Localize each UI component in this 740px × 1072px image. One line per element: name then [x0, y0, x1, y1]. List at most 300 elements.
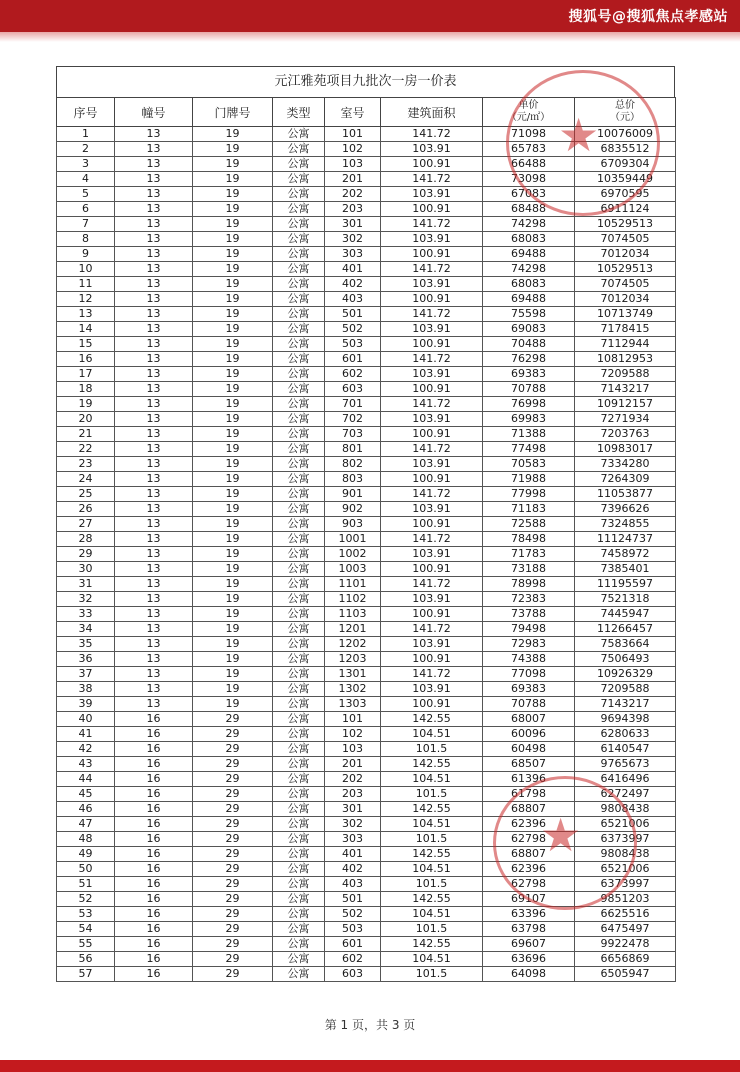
cell-type: 公寓 [273, 202, 325, 217]
table-row [57, 832, 676, 847]
cell-type: 公寓 [273, 532, 325, 547]
cell-building: 13 [115, 127, 193, 142]
table-row [57, 202, 676, 217]
cell-seq: 22 [57, 442, 115, 457]
watermark-text: 搜狐号@搜狐焦点孝感站 [568, 9, 728, 25]
cell-door-number: 19 [193, 127, 273, 142]
seal-star-icon-lower: ★ [540, 808, 582, 862]
cell-area: 141.72 [381, 307, 483, 322]
cell-room: 1101 [325, 577, 381, 592]
cell-building: 13 [115, 397, 193, 412]
cell-door-number: 19 [193, 247, 273, 262]
cell-seq: 5 [57, 187, 115, 202]
cell-seq: 14 [57, 322, 115, 337]
cell-unit-price: 62396 [483, 862, 575, 877]
cell-area: 103.91 [381, 592, 483, 607]
cell-building: 13 [115, 262, 193, 277]
cell-total-price: 7012034 [575, 247, 676, 262]
cell-type: 公寓 [273, 637, 325, 652]
table-row [57, 607, 676, 622]
cell-building: 13 [115, 232, 193, 247]
table-row [57, 127, 676, 142]
table-row [57, 292, 676, 307]
cell-building: 13 [115, 307, 193, 322]
table-row [57, 232, 676, 247]
cell-total-price: 7074505 [575, 277, 676, 292]
cell-unit-price: 78998 [483, 577, 575, 592]
cell-unit-price: 76998 [483, 397, 575, 412]
cell-room: 403 [325, 292, 381, 307]
cell-building: 13 [115, 697, 193, 712]
cell-total-price: 6911124 [575, 202, 676, 217]
cell-area: 100.91 [381, 202, 483, 217]
cell-unit-price: 72983 [483, 637, 575, 652]
cell-room: 501 [325, 307, 381, 322]
cell-door-number: 29 [193, 967, 273, 982]
cell-room: 303 [325, 247, 381, 262]
cell-room: 1302 [325, 682, 381, 697]
cell-total-price: 7458972 [575, 547, 676, 562]
cell-total-price: 9922478 [575, 937, 676, 952]
table-row [57, 577, 676, 592]
cell-door-number: 29 [193, 772, 273, 787]
cell-unit-price: 60096 [483, 727, 575, 742]
cell-total-price: 7506493 [575, 652, 676, 667]
table-row [57, 142, 676, 157]
cell-seq: 43 [57, 757, 115, 772]
cell-type: 公寓 [273, 142, 325, 157]
cell-unit-price: 67083 [483, 187, 575, 202]
cell-unit-price: 77998 [483, 487, 575, 502]
cell-room: 102 [325, 142, 381, 157]
cell-building: 16 [115, 727, 193, 742]
table-row [57, 937, 676, 952]
cell-total-price: 6373997 [575, 877, 676, 892]
cell-unit-price: 69107 [483, 892, 575, 907]
cell-unit-price: 74388 [483, 652, 575, 667]
cell-door-number: 19 [193, 532, 273, 547]
cell-area: 100.91 [381, 472, 483, 487]
cell-seq: 25 [57, 487, 115, 502]
cell-area: 104.51 [381, 772, 483, 787]
cell-room: 903 [325, 517, 381, 532]
table-row [57, 757, 676, 772]
cell-seq: 12 [57, 292, 115, 307]
cell-total-price: 7271934 [575, 412, 676, 427]
cell-building: 16 [115, 862, 193, 877]
cell-area: 142.55 [381, 802, 483, 817]
cell-area: 142.55 [381, 757, 483, 772]
cell-type: 公寓 [273, 292, 325, 307]
table-row [57, 637, 676, 652]
table-row [57, 277, 676, 292]
cell-area: 104.51 [381, 907, 483, 922]
cell-type: 公寓 [273, 877, 325, 892]
cell-type: 公寓 [273, 472, 325, 487]
cell-seq: 27 [57, 517, 115, 532]
cell-seq: 55 [57, 937, 115, 952]
table-title: 元江雅苑项目九批次一房一价表 [56, 66, 675, 97]
table-row [57, 322, 676, 337]
cell-room: 803 [325, 472, 381, 487]
cell-unit-price: 62798 [483, 832, 575, 847]
table-row [57, 502, 676, 517]
header-building: 幢号 [115, 98, 193, 127]
cell-door-number: 19 [193, 292, 273, 307]
cell-unit-price: 78498 [483, 532, 575, 547]
cell-door-number: 29 [193, 757, 273, 772]
table-row [57, 397, 676, 412]
cell-total-price: 10926329 [575, 667, 676, 682]
cell-room: 703 [325, 427, 381, 442]
cell-type: 公寓 [273, 412, 325, 427]
table-row [57, 847, 676, 862]
table-row [57, 262, 676, 277]
cell-type: 公寓 [273, 622, 325, 637]
cell-type: 公寓 [273, 502, 325, 517]
cell-unit-price: 69488 [483, 247, 575, 262]
cell-building: 16 [115, 772, 193, 787]
table-row [57, 652, 676, 667]
cell-building: 13 [115, 142, 193, 157]
cell-building: 13 [115, 277, 193, 292]
cell-room: 103 [325, 742, 381, 757]
cell-seq: 42 [57, 742, 115, 757]
table-row [57, 667, 676, 682]
cell-room: 303 [325, 832, 381, 847]
cell-building: 13 [115, 622, 193, 637]
cell-door-number: 29 [193, 922, 273, 937]
cell-unit-price: 72588 [483, 517, 575, 532]
cell-total-price: 6625516 [575, 907, 676, 922]
table-row [57, 172, 676, 187]
top-banner-fade [0, 32, 740, 42]
cell-type: 公寓 [273, 682, 325, 697]
cell-unit-price: 71388 [483, 427, 575, 442]
cell-unit-price: 77098 [483, 667, 575, 682]
cell-building: 16 [115, 892, 193, 907]
cell-seq: 49 [57, 847, 115, 862]
cell-seq: 10 [57, 262, 115, 277]
cell-building: 13 [115, 457, 193, 472]
cell-seq: 52 [57, 892, 115, 907]
table-row [57, 532, 676, 547]
cell-building: 13 [115, 427, 193, 442]
cell-room: 902 [325, 502, 381, 517]
cell-door-number: 19 [193, 517, 273, 532]
table-row [57, 862, 676, 877]
table-row [57, 682, 676, 697]
cell-area: 141.72 [381, 127, 483, 142]
cell-total-price: 7209588 [575, 682, 676, 697]
cell-unit-price: 69083 [483, 322, 575, 337]
cell-area: 100.91 [381, 292, 483, 307]
cell-total-price: 10359449 [575, 172, 676, 187]
cell-building: 13 [115, 157, 193, 172]
cell-door-number: 29 [193, 817, 273, 832]
cell-total-price: 9851203 [575, 892, 676, 907]
table-row [57, 367, 676, 382]
cell-total-price: 10529513 [575, 217, 676, 232]
cell-room: 401 [325, 262, 381, 277]
cell-building: 13 [115, 682, 193, 697]
cell-area: 142.55 [381, 847, 483, 862]
cell-room: 201 [325, 757, 381, 772]
cell-building: 16 [115, 847, 193, 862]
cell-building: 16 [115, 967, 193, 982]
cell-area: 141.72 [381, 217, 483, 232]
cell-building: 13 [115, 202, 193, 217]
cell-seq: 11 [57, 277, 115, 292]
table-row [57, 457, 676, 472]
cell-door-number: 19 [193, 682, 273, 697]
cell-door-number: 29 [193, 907, 273, 922]
cell-seq: 16 [57, 352, 115, 367]
cell-total-price: 7521318 [575, 592, 676, 607]
cell-building: 13 [115, 292, 193, 307]
cell-area: 103.91 [381, 547, 483, 562]
cell-room: 602 [325, 367, 381, 382]
cell-building: 16 [115, 952, 193, 967]
cell-area: 103.91 [381, 277, 483, 292]
cell-room: 1202 [325, 637, 381, 652]
cell-seq: 21 [57, 427, 115, 442]
cell-seq: 40 [57, 712, 115, 727]
cell-building: 13 [115, 247, 193, 262]
header-seq: 序号 [57, 98, 115, 127]
cell-area: 100.91 [381, 427, 483, 442]
cell-seq: 45 [57, 787, 115, 802]
cell-total-price: 7143217 [575, 382, 676, 397]
cell-type: 公寓 [273, 742, 325, 757]
cell-area: 141.72 [381, 487, 483, 502]
cell-room: 403 [325, 877, 381, 892]
table-row [57, 787, 676, 802]
cell-room: 301 [325, 217, 381, 232]
cell-building: 13 [115, 217, 193, 232]
cell-room: 702 [325, 412, 381, 427]
cell-room: 1201 [325, 622, 381, 637]
table-row [57, 427, 676, 442]
cell-door-number: 29 [193, 847, 273, 862]
cell-total-price: 11266457 [575, 622, 676, 637]
cell-unit-price: 68007 [483, 712, 575, 727]
cell-total-price: 7203763 [575, 427, 676, 442]
cell-area: 100.91 [381, 607, 483, 622]
cell-total-price: 7012034 [575, 292, 676, 307]
table-row [57, 337, 676, 352]
cell-total-price: 6521006 [575, 817, 676, 832]
cell-unit-price: 69383 [483, 367, 575, 382]
cell-seq: 32 [57, 592, 115, 607]
cell-door-number: 29 [193, 787, 273, 802]
cell-seq: 15 [57, 337, 115, 352]
cell-total-price: 7385401 [575, 562, 676, 577]
cell-type: 公寓 [273, 217, 325, 232]
cell-type: 公寓 [273, 787, 325, 802]
cell-unit-price: 61798 [483, 787, 575, 802]
cell-total-price: 7396626 [575, 502, 676, 517]
cell-seq: 51 [57, 877, 115, 892]
cell-total-price: 10983017 [575, 442, 676, 457]
cell-door-number: 29 [193, 832, 273, 847]
cell-room: 801 [325, 442, 381, 457]
cell-seq: 46 [57, 802, 115, 817]
table-row [57, 472, 676, 487]
cell-unit-price: 62396 [483, 817, 575, 832]
table-row [57, 772, 676, 787]
cell-unit-price: 72383 [483, 592, 575, 607]
table-row [57, 247, 676, 262]
table-row [57, 442, 676, 457]
cell-room: 402 [325, 862, 381, 877]
price-table [56, 97, 676, 982]
cell-building: 13 [115, 547, 193, 562]
table-row [57, 517, 676, 532]
cell-unit-price: 62798 [483, 877, 575, 892]
cell-area: 100.91 [381, 652, 483, 667]
cell-total-price: 6416496 [575, 772, 676, 787]
cell-door-number: 29 [193, 712, 273, 727]
cell-room: 1102 [325, 592, 381, 607]
cell-room: 401 [325, 847, 381, 862]
cell-seq: 4 [57, 172, 115, 187]
cell-room: 1001 [325, 532, 381, 547]
cell-building: 13 [115, 607, 193, 622]
cell-area: 141.72 [381, 262, 483, 277]
cell-total-price: 6970595 [575, 187, 676, 202]
cell-unit-price: 68083 [483, 232, 575, 247]
cell-room: 602 [325, 952, 381, 967]
cell-area: 100.91 [381, 337, 483, 352]
cell-area: 142.55 [381, 892, 483, 907]
cell-type: 公寓 [273, 277, 325, 292]
cell-total-price: 7112944 [575, 337, 676, 352]
cell-building: 16 [115, 802, 193, 817]
cell-seq: 1 [57, 127, 115, 142]
cell-seq: 35 [57, 637, 115, 652]
cell-building: 13 [115, 517, 193, 532]
cell-building: 13 [115, 487, 193, 502]
table-row [57, 547, 676, 562]
cell-door-number: 19 [193, 202, 273, 217]
cell-seq: 23 [57, 457, 115, 472]
cell-unit-price: 68807 [483, 802, 575, 817]
cell-door-number: 19 [193, 232, 273, 247]
cell-area: 101.5 [381, 922, 483, 937]
table-row [57, 742, 676, 757]
cell-door-number: 19 [193, 307, 273, 322]
cell-type: 公寓 [273, 427, 325, 442]
cell-room: 301 [325, 802, 381, 817]
cell-door-number: 19 [193, 262, 273, 277]
cell-seq: 3 [57, 157, 115, 172]
table-row [57, 187, 676, 202]
cell-seq: 31 [57, 577, 115, 592]
cell-area: 103.91 [381, 187, 483, 202]
cell-room: 302 [325, 232, 381, 247]
cell-seq: 6 [57, 202, 115, 217]
cell-type: 公寓 [273, 247, 325, 262]
cell-room: 503 [325, 922, 381, 937]
cell-total-price: 7324855 [575, 517, 676, 532]
cell-area: 101.5 [381, 967, 483, 982]
cell-room: 1203 [325, 652, 381, 667]
cell-unit-price: 63696 [483, 952, 575, 967]
cell-building: 13 [115, 337, 193, 352]
cell-room: 603 [325, 382, 381, 397]
cell-area: 100.91 [381, 517, 483, 532]
cell-unit-price: 71098 [483, 127, 575, 142]
cell-seq: 50 [57, 862, 115, 877]
cell-total-price: 10812953 [575, 352, 676, 367]
cell-total-price: 10713749 [575, 307, 676, 322]
cell-seq: 26 [57, 502, 115, 517]
table-row [57, 907, 676, 922]
cell-total-price: 7445947 [575, 607, 676, 622]
cell-type: 公寓 [273, 847, 325, 862]
cell-room: 802 [325, 457, 381, 472]
cell-total-price: 9694398 [575, 712, 676, 727]
cell-area: 100.91 [381, 697, 483, 712]
cell-total-price: 11053877 [575, 487, 676, 502]
table-row [57, 352, 676, 367]
cell-area: 103.91 [381, 232, 483, 247]
cell-area: 103.91 [381, 412, 483, 427]
cell-building: 13 [115, 412, 193, 427]
cell-door-number: 19 [193, 397, 273, 412]
cell-type: 公寓 [273, 352, 325, 367]
table-row [57, 382, 676, 397]
cell-total-price: 6280633 [575, 727, 676, 742]
cell-seq: 19 [57, 397, 115, 412]
cell-type: 公寓 [273, 517, 325, 532]
cell-area: 142.55 [381, 712, 483, 727]
cell-building: 13 [115, 667, 193, 682]
cell-door-number: 19 [193, 577, 273, 592]
cell-seq: 56 [57, 952, 115, 967]
cell-building: 13 [115, 592, 193, 607]
cell-total-price: 6140547 [575, 742, 676, 757]
cell-building: 16 [115, 937, 193, 952]
cell-seq: 13 [57, 307, 115, 322]
cell-type: 公寓 [273, 307, 325, 322]
table-row [57, 802, 676, 817]
cell-seq: 30 [57, 562, 115, 577]
cell-total-price: 6709304 [575, 157, 676, 172]
cell-unit-price: 70583 [483, 457, 575, 472]
cell-type: 公寓 [273, 442, 325, 457]
cell-door-number: 19 [193, 337, 273, 352]
cell-type: 公寓 [273, 697, 325, 712]
cell-seq: 8 [57, 232, 115, 247]
cell-door-number: 19 [193, 457, 273, 472]
table-row [57, 712, 676, 727]
cell-total-price: 10912157 [575, 397, 676, 412]
table-row [57, 217, 676, 232]
cell-seq: 7 [57, 217, 115, 232]
cell-area: 103.91 [381, 142, 483, 157]
cell-area: 103.91 [381, 322, 483, 337]
cell-unit-price: 75598 [483, 307, 575, 322]
cell-building: 13 [115, 367, 193, 382]
cell-unit-price: 73188 [483, 562, 575, 577]
cell-room: 503 [325, 337, 381, 352]
cell-room: 102 [325, 727, 381, 742]
table-row [57, 562, 676, 577]
cell-seq: 48 [57, 832, 115, 847]
cell-door-number: 19 [193, 217, 273, 232]
